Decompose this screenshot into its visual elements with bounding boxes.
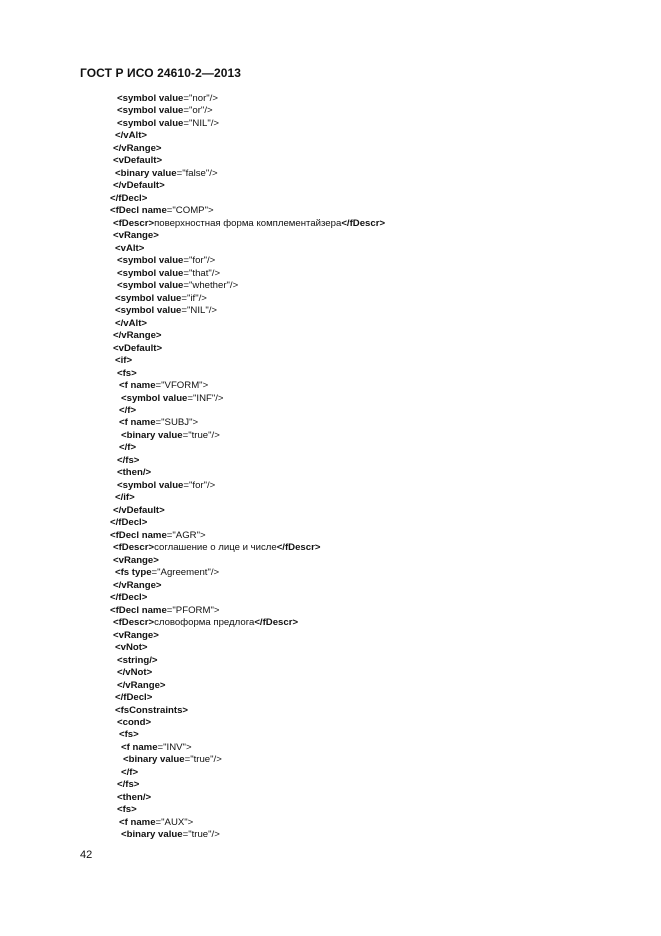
xml-tag: <binary value [115, 167, 177, 179]
xml-tag: <string/> [117, 654, 158, 666]
xml-tag: </f> [121, 766, 139, 778]
xml-tag: <fDescr> [113, 542, 155, 554]
xml-value: ="for"/> [183, 255, 216, 267]
code-line [121, 767, 138, 780]
xml-tag: <symbol value [117, 93, 184, 104]
code-line [110, 605, 219, 618]
xml-tag: </fs> [117, 454, 140, 466]
code-line [121, 393, 224, 406]
xml-tag: <fDecl name [110, 205, 167, 217]
code-line [117, 467, 151, 480]
xml-tag: </f> [119, 405, 137, 416]
xml-tag: </vNot> [117, 667, 153, 679]
code-line [110, 193, 147, 206]
code-line [115, 692, 152, 705]
xml-value: ="for"/> [183, 479, 216, 491]
code-line [117, 268, 220, 281]
xml-value: ="that"/> [183, 267, 221, 279]
xml-tag: </fDescr> [254, 617, 299, 629]
xml-tag: <f name [119, 417, 156, 429]
xml-value: ="or"/> [183, 105, 213, 117]
xml-tag: <fs> [117, 367, 137, 379]
xml-value: словоформа предлога [154, 617, 255, 629]
code-line [117, 118, 219, 131]
xml-tag: <symbol value [117, 280, 184, 292]
code-line [117, 804, 137, 817]
xml-tag: <symbol value [117, 479, 184, 491]
xml-value: ="INV"> [157, 741, 192, 753]
xml-tag: <binary value [123, 754, 185, 766]
xml-tag: </vRange> [117, 679, 166, 691]
code-line [117, 93, 218, 106]
code-line [115, 355, 132, 368]
xml-tag: </fDecl> [110, 517, 148, 529]
xml-tag: <fDescr> [113, 217, 155, 229]
code-line [113, 580, 162, 593]
code-line [110, 517, 147, 530]
xml-tag: <binary value [121, 429, 183, 441]
xml-tag: <f name [119, 816, 156, 828]
code-line [113, 505, 165, 518]
code-line [119, 380, 208, 393]
code-line [115, 305, 217, 318]
xml-tag: <vAlt> [115, 242, 145, 254]
xml-tag: <fDecl name [110, 604, 167, 616]
xml-tag: </fs> [117, 779, 140, 791]
xml-tag: <fDecl name [110, 529, 167, 541]
code-line [110, 205, 214, 218]
xml-value: ="SUBJ"> [155, 417, 199, 429]
code-line [119, 442, 136, 455]
code-line [117, 655, 158, 668]
code-line [115, 642, 148, 655]
xml-tag: <then/> [117, 791, 152, 803]
xml-tag: <symbol value [117, 117, 184, 129]
xml-value: ="AUX"> [155, 816, 194, 828]
xml-tag: <vDefault> [113, 155, 163, 167]
xml-tag: </fDecl> [110, 592, 148, 604]
code-line [115, 168, 218, 181]
xml-value: ="AGR"> [166, 529, 206, 541]
xml-tag: </vAlt> [115, 317, 147, 329]
xml-tag: <symbol value [115, 305, 182, 317]
xml-value: ="false"/> [176, 167, 218, 179]
xml-tag: </fDecl> [115, 692, 153, 704]
xml-tag: <fs type [115, 567, 152, 579]
xml-value: ="true"/> [184, 754, 222, 766]
code-line [113, 343, 162, 356]
xml-tag: <vDefault> [113, 342, 163, 354]
xml-value: ="INF"/> [187, 392, 224, 404]
xml-tag: <vRange> [113, 629, 159, 641]
xml-tag: </vDefault> [113, 180, 165, 192]
code-line [119, 729, 139, 742]
code-line [117, 792, 151, 805]
xml-tag: <symbol value [115, 292, 182, 304]
code-line [121, 742, 192, 755]
code-line [117, 667, 152, 680]
code-line [123, 754, 222, 767]
xml-tag: <f name [119, 380, 156, 392]
code-line [117, 455, 139, 468]
code-line [113, 230, 159, 243]
code-line [115, 130, 147, 143]
document-header: ГОСТ Р ИСО 24610-2—2013 [80, 66, 242, 80]
code-line [115, 243, 144, 256]
xml-value: соглашение о лице и числе [154, 542, 277, 554]
xml-tag: </vDefault> [113, 504, 165, 516]
code-line [115, 318, 147, 331]
xml-tag: </vRange> [113, 330, 162, 342]
xml-tag: <vRange> [113, 230, 159, 242]
xml-tag: <cond> [117, 717, 152, 728]
xml-value: ="COMP"> [166, 205, 214, 217]
code-line [113, 218, 385, 231]
xml-value: поверхностная форма комплементайзера [154, 217, 342, 229]
code-line [110, 530, 206, 543]
xml-tag: </fDecl> [110, 192, 148, 204]
xml-tag: <symbol value [121, 392, 188, 404]
xml-tag: </vRange> [113, 142, 162, 154]
code-line [115, 293, 207, 306]
code-line [119, 405, 136, 418]
xml-tag: <symbol value [117, 105, 184, 117]
xml-tag: <fDescr> [113, 617, 155, 629]
code-line [119, 417, 198, 430]
xml-tag: <symbol value [117, 267, 184, 279]
code-line [117, 680, 166, 693]
xml-value: ="true"/> [182, 429, 220, 441]
xml-value: ="whether"/> [183, 280, 239, 292]
code-line [119, 817, 193, 830]
code-line [117, 368, 137, 381]
xml-tag: </fDescr> [276, 542, 321, 554]
xml-tag: <fs> [117, 804, 137, 816]
code-line [113, 555, 159, 568]
xml-tag: <vNot> [115, 642, 148, 654]
xml-value: ="nor"/> [183, 93, 218, 104]
code-line [110, 592, 147, 605]
xml-tag: <fs> [119, 729, 139, 741]
xml-tag: </fDescr> [341, 217, 386, 229]
xml-tag: <fsConstraints> [115, 704, 189, 716]
code-line [115, 492, 135, 505]
code-line [117, 255, 215, 268]
xml-value: ="NIL"/> [183, 117, 220, 129]
xml-value: ="Agreement"/> [151, 567, 220, 579]
code-line [113, 330, 162, 343]
code-line [121, 430, 220, 443]
code-line [113, 155, 162, 168]
xml-tag: <f name [121, 741, 158, 753]
code-line [117, 280, 238, 293]
xml-tag: <then/> [117, 467, 152, 479]
code-line [113, 180, 165, 193]
xml-tag: </vRange> [113, 579, 162, 591]
code-line [117, 105, 213, 118]
xml-value: ="true"/> [182, 829, 220, 841]
code-line [117, 717, 151, 730]
xml-tag: </f> [119, 442, 137, 454]
xml-value: ="PFORM"> [166, 604, 220, 616]
code-line [113, 617, 298, 630]
code-line [113, 542, 320, 555]
code-line [117, 779, 139, 792]
xml-value: ="VFORM"> [155, 380, 209, 392]
xml-tag: </if> [115, 492, 135, 504]
code-line [121, 829, 220, 842]
xml-tag: <symbol value [117, 255, 184, 267]
code-line [115, 705, 188, 718]
code-line [117, 480, 215, 493]
code-line [113, 630, 159, 643]
xml-value: ="if"/> [181, 292, 207, 304]
code-line [113, 143, 162, 156]
xml-tag: <binary value [121, 829, 183, 841]
xml-tag: </vAlt> [115, 130, 147, 142]
xml-tag: <if> [115, 355, 133, 367]
code-line [115, 567, 219, 580]
xml-tag: <vRange> [113, 554, 159, 566]
page-number: 42 [80, 849, 93, 861]
xml-value: ="NIL"/> [181, 305, 218, 317]
